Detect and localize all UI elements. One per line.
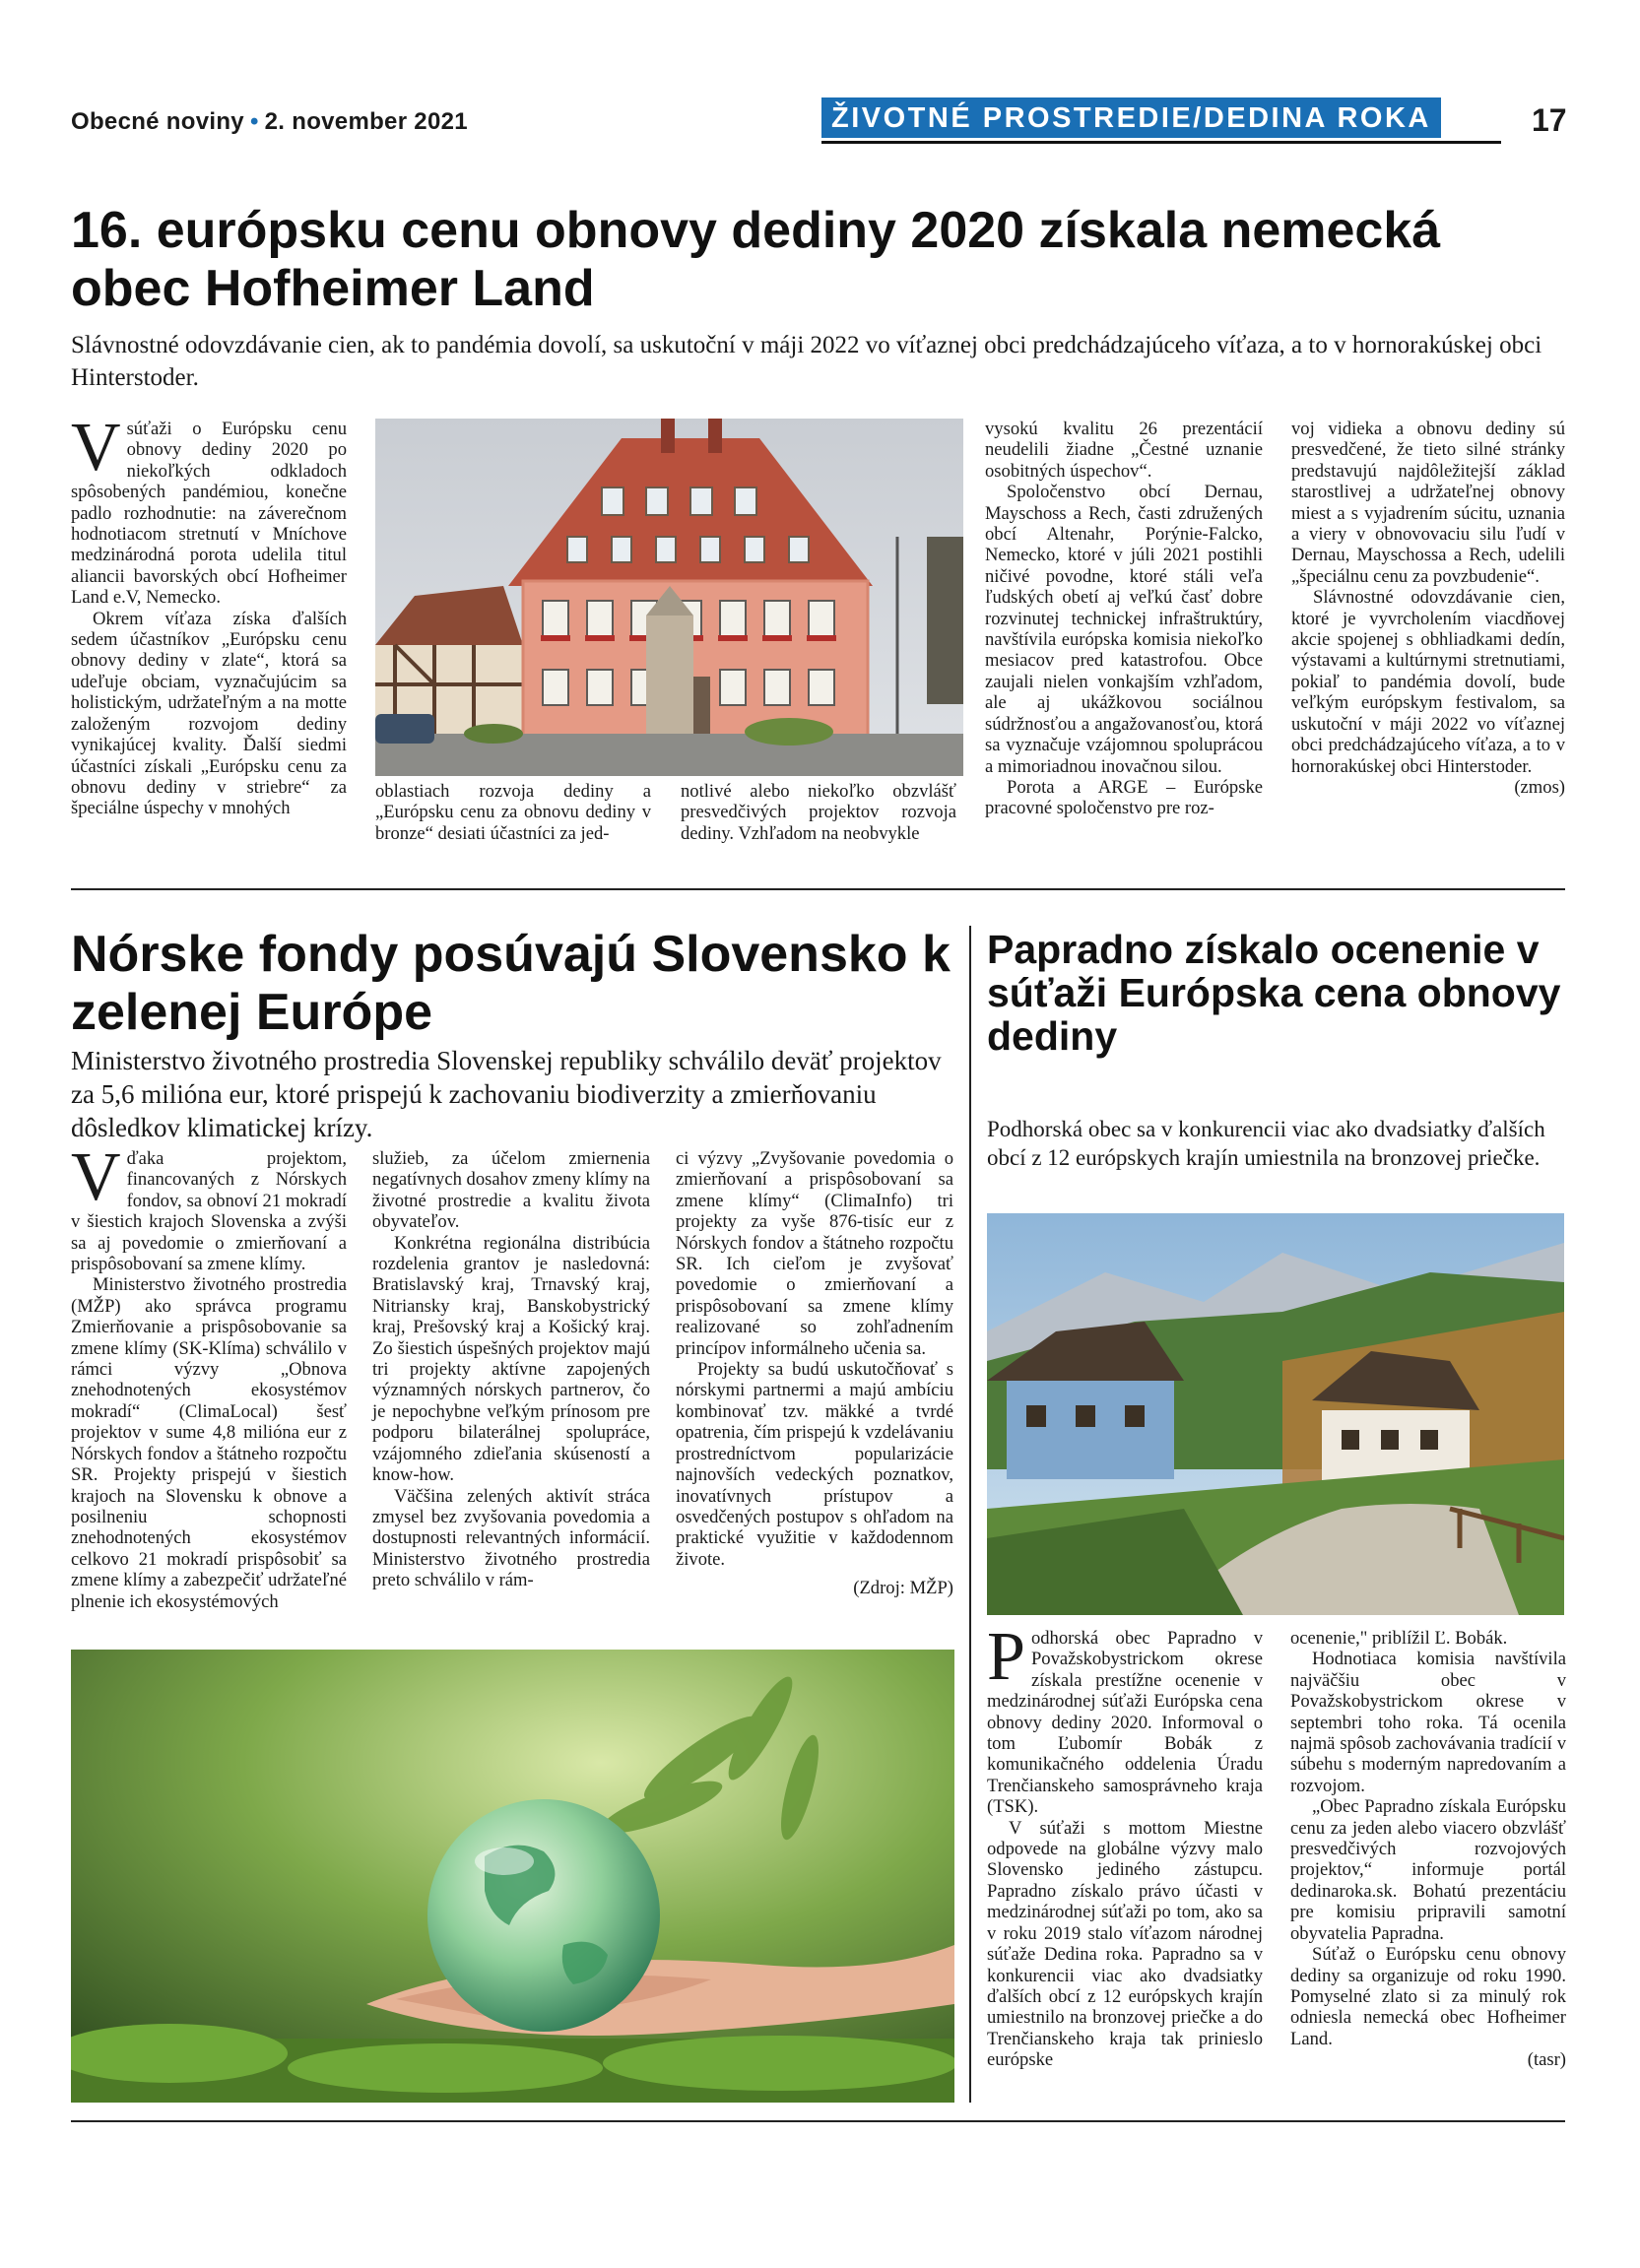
article3-paragraph: ocenenie," priblížil Ľ. Bobák. [1290, 1628, 1508, 1649]
article1-paragraph: Okrem víťaza získa ďalších sedem účastníkov „Európsku cenu obnovy dediny v zlate“, ktorá sa udeľuje obciam, vyznačujúcim sa holistickým, udržateľným a na motte založeným rozvojom dediny vynikajúcej kvality. Ďalší siedmi účastníci získali „Európsku cenu za obnovu dediny v striebre“ za špeciálne úspechy v mnohých [71, 608, 347, 819]
town-hall-illustration [375, 419, 963, 776]
article1-paragraph: voj vidieka a obnovu dediny sú presvedčené, že tieto silné stránky predstavujú najdôležitejší základ starostlivej a udržateľnej obnovy miest a s vyjadrením súcitu, uznania a viery v obnovovaciu silu ľudí v Dernau, Mayschossa a Rech, udelili „špeciálnu cenu za povzbudenie“. [1291, 419, 1565, 587]
horizontal-divider [71, 888, 1565, 890]
article1-signature: (zmos) [1514, 776, 1565, 798]
village-photo [987, 1213, 1564, 1615]
globe-photo [71, 1650, 954, 2103]
bullet-separator: • [249, 108, 259, 135]
drop-cap: P [987, 1619, 1025, 1695]
article2-column-3 [676, 1148, 953, 1599]
article2-column-2 [372, 1148, 650, 1591]
article1-column-5 [1291, 419, 1565, 798]
masthead [71, 108, 468, 136]
article2-paragraph: Väčšina zelených aktivít stráca zmysel bez zvyšovania povedomia a dostupnosti relevantných informácií. Ministerstvo životného prostredia preto schválilo v rám- [372, 1485, 650, 1591]
article2-paragraph: Ministerstvo životného prostredia (MŽP) ako správca programu Zmierňovanie a prispôsobovanie sa zmene klímy (SK-Klíma) schválilo v rámci výzvy „Obnova znehodnotených ekosystémov mokradí“ (ClimaLocal) šesť projektov v sume 4,8 milióna eur z Nórskych fondov a štátneho rozpočtu SR. Projekty prispejú v šiestich krajoch na Slovensku k obnove a posilneniu schopnosti znehodnotených ekosystémov celkovo 21 mokradí prispôsobiť sa zmene klímy a zabezpečiť udržateľné plnenie ich ekosystémových [71, 1274, 347, 1612]
article1-paragraph: Porota a ARGE – Európske pracovné spoločenstvo pre roz- [985, 776, 1263, 819]
bottom-divider [71, 2120, 1565, 2122]
article2-signature: (Zdroj: MŽP) [853, 1578, 953, 1599]
town-hall-photo [375, 419, 963, 776]
article2-paragraph: služieb, za účelom zmiernenia negatívnych dosahov zmeny klímy na životné prostredie a kvalitu života obyvateľov. [372, 1148, 650, 1233]
page-number: 17 [1532, 102, 1567, 138]
article1-paragraph: vysokú kvalitu 26 prezentácií neudelili žiadne „Čestné uznanie osobitných úspechov“. [985, 419, 1263, 482]
article3-column-2 [1290, 1628, 1566, 2071]
article1-paragraph: oblastiach rozvoja dediny a „Európsku cenu za obnovu dediny v bronze“ desiati účastníci za jed- [375, 781, 651, 844]
article3-paragraph: Súťaž o Európsku cenu obnovy dediny sa organizuje od roku 1990. Pomyselné zlato si za minulý rok odniesla nemecká obec Hofheimer Land. [1290, 1944, 1566, 2049]
village-illustration [987, 1213, 1564, 1615]
publication-name: Obecné noviny [71, 108, 244, 135]
article3-paragraph: V súťaži s mottom Miestne odpovede na globálne výzvy malo Slovensko jediného zástupcu. Papradno získalo právo účasti v medzinárodnej súťaži po tom, ako sa v roku 2019 stalo víťazom národnej súťaže Dedina roka. Papradno sa v konkurencii viac ako dvadsiatky ďalších obcí z 12 európskych krajín umiestnilo na bronzovej priečke a do Trenčianskeho kraja tak prinieslo európske [987, 1817, 1263, 2071]
article1-column-2 [375, 781, 651, 844]
article2-headline: Nórske fondy posúvajú Slovensko k zelenej Európe [71, 926, 951, 1041]
article3-lead: Podhorská obec sa v konkurencii viac ako dvadsiatky ďalších obcí z 12 európskych krajín umiestnila na bronzovej priečke. [987, 1117, 1545, 1170]
article1-column-4 [985, 419, 1263, 819]
article1-column-3 [681, 781, 956, 844]
drop-cap: V [71, 1139, 121, 1215]
article1-paragraph: notlivé alebo niekoľko obzvlášť presvedčivých projektov rozvoja dediny. Vzhľadom na neobvykle [681, 781, 956, 844]
drop-cap: V [71, 410, 121, 486]
article2-column-1 [71, 1139, 347, 1612]
article2-paragraph: ďaka projektom, financovaných z Nórskych fondov, sa obnoví 21 mokradí v šiestich krajoch Slovenska a zvýši sa aj povedomie o zmierňovaní a prispôsobovaní sa zmene klímy. [71, 1148, 347, 1275]
article3-signature: (tasr) [1527, 2049, 1566, 2071]
article1-column-1 [71, 410, 347, 819]
article3-headline: Papradno získalo ocenenie v súťaži Európska cena obnovy dediny [987, 927, 1561, 1059]
issue-date: 2. november 2021 [264, 108, 468, 135]
article1-headline: 16. európsku cenu obnovy dediny 2020 získala nemecká obec Hofheimer Land [71, 202, 1441, 317]
article2-paragraph: Konkrétna regionálna distribúcia rozdelenia grantov je nasledovná: Bratislavský kraj, Trnavský kraj, Nitriansky kraj, Banskobystrický kraj, Prešovský kraj a Košický kraj. Zo šiestich úspešných projektov majú tri projekty aktívne zapojených významných nórskych partnerov, čo je nepochybne veľkým prínosom pre podporu bilaterálnej spolupráce, vzájomného zdieľania skúseností a know-how. [372, 1232, 650, 1486]
globe-in-hands-illustration [71, 1650, 954, 2103]
section-header [821, 97, 1501, 144]
article3-paragraph: odhorská obec Papradno v Považskobystrickom okrese získala prestížne ocenenie v medzinárodnej súťaži Európska cena obnovy dediny 2020. Informoval o tom Ľubomír Bobák z komunikačného oddelenia Úradu Trenčianskeho samosprávneho kraja (TSK). [987, 1628, 1263, 1818]
article1-lead: Slávnostné odovzdávanie cien, ak to pandémia dovolí, sa uskutoční v máji 2022 vo víťaznej obci predchádzajúceho víťaza, a to v hornorakúskej obci Hinterstoder. [71, 332, 1542, 391]
article2-lead: Ministerstvo životného prostredia Slovenskej republiky schválilo deväť projektov za 5,6 milióna eur, ktoré prispejú k zachovaniu biodiverzity a zmierňovaniu dôsledkov klimatickej krízy. [71, 1046, 942, 1142]
article3-paragraph: Hodnotiaca komisia navštívila najväčšiu obec v Považskobystrickom okrese v septembri toho roka. Tá ocenila najmä spôsob zachovávania tradícií v súbehu s moderným napredovaním a rozvojom. [1290, 1649, 1566, 1796]
article3-paragraph: „Obec Papradno získala Európsku cenu za jeden alebo viacero obzvlášť presvedčivých rozvojových projektov,“ informuje portál dedinaroka.sk. Bohatú prezentáciu pre komisiu pripravili samotní obyvatelia Papradna. [1290, 1796, 1566, 1944]
section-label: ŽIVOTNÉ PROSTREDIE/DEDINA ROKA [821, 97, 1441, 138]
vertical-divider [969, 926, 971, 2103]
article3-column-1 [987, 1619, 1263, 2071]
article1-paragraph: Spoločenstvo obcí Dernau, Mayschoss a Rech, časti združených obcí Altenahr, Porýnie-Falcko, Nemecko, ktoré v júli 2021 postihli ničivé povodne, ktoré stáli veľa ľudských obetí aj veľkú časť dobre rozvinutej technickej infraštruktúry, navštívila európska komisia niekoľko mesiacov pred katastrofou. Obce zaujali nielen vonkajším vzhľadom, ale aj ukážkovou sociálnou súdržnosťou a angažovanosťou, ktorá sa vyznačuje vzájomnou spoluprácou a mimoriadnou inovačnou silou. [985, 482, 1263, 777]
article1-paragraph: súťaži o Európsku cenu obnovy dediny 2020 po niekoľkých odkladoch spôsobených pandémiou, konečne padlo rozhodnutie: na záverečnom hodnotiacom stretnutí v Mníchove medzinárodná porota udelila titul aliancii bavorských obcí Hofheimer Land e.V, Nemecko. [71, 419, 347, 609]
article2-paragraph: Projekty sa budú uskutočňovať s nórskymi partnermi a majú ambíciu kombinovať tzv. mäkké a tvrdé opatrenia, čím prispejú k vzdelávaniu prostredníctvom popularizácie najnovších vedeckých poznatkov, inovatívnych prístupov a osvedčených postupov s ohľadom na praktické využitie v každodennom živote. [676, 1359, 953, 1570]
article2-paragraph: ci výzvy „Zvyšovanie povedomia o zmierňovaní a prispôsobovaní sa zmene klímy“ (ClimaInfo) tri projekty za vyše 876-tisíc eur z Nórskych fondov a štátneho rozpočtu SR. Ich cieľom je zvyšovať povedomie o zmierňovaní a prispôsobovaní sa zmene klímy realizované so zohľadnením princípov informálneho učenia sa. [676, 1148, 953, 1359]
article1-paragraph: Slávnostné odovzdávanie cien, ktoré je vyvrcholením viacdňovej akcie spojenej s obhliadkami dedín, výstavami a kultúrnymi stretnutiami, pokiaľ to pandémia dovolí, bude veľkým európskym festivalom, sa uskutoční v máji 2022 vo víťaznej obci predchádzajúceho víťaza, a to v hornorakúskej obci Hinterstoder. [1291, 587, 1565, 777]
